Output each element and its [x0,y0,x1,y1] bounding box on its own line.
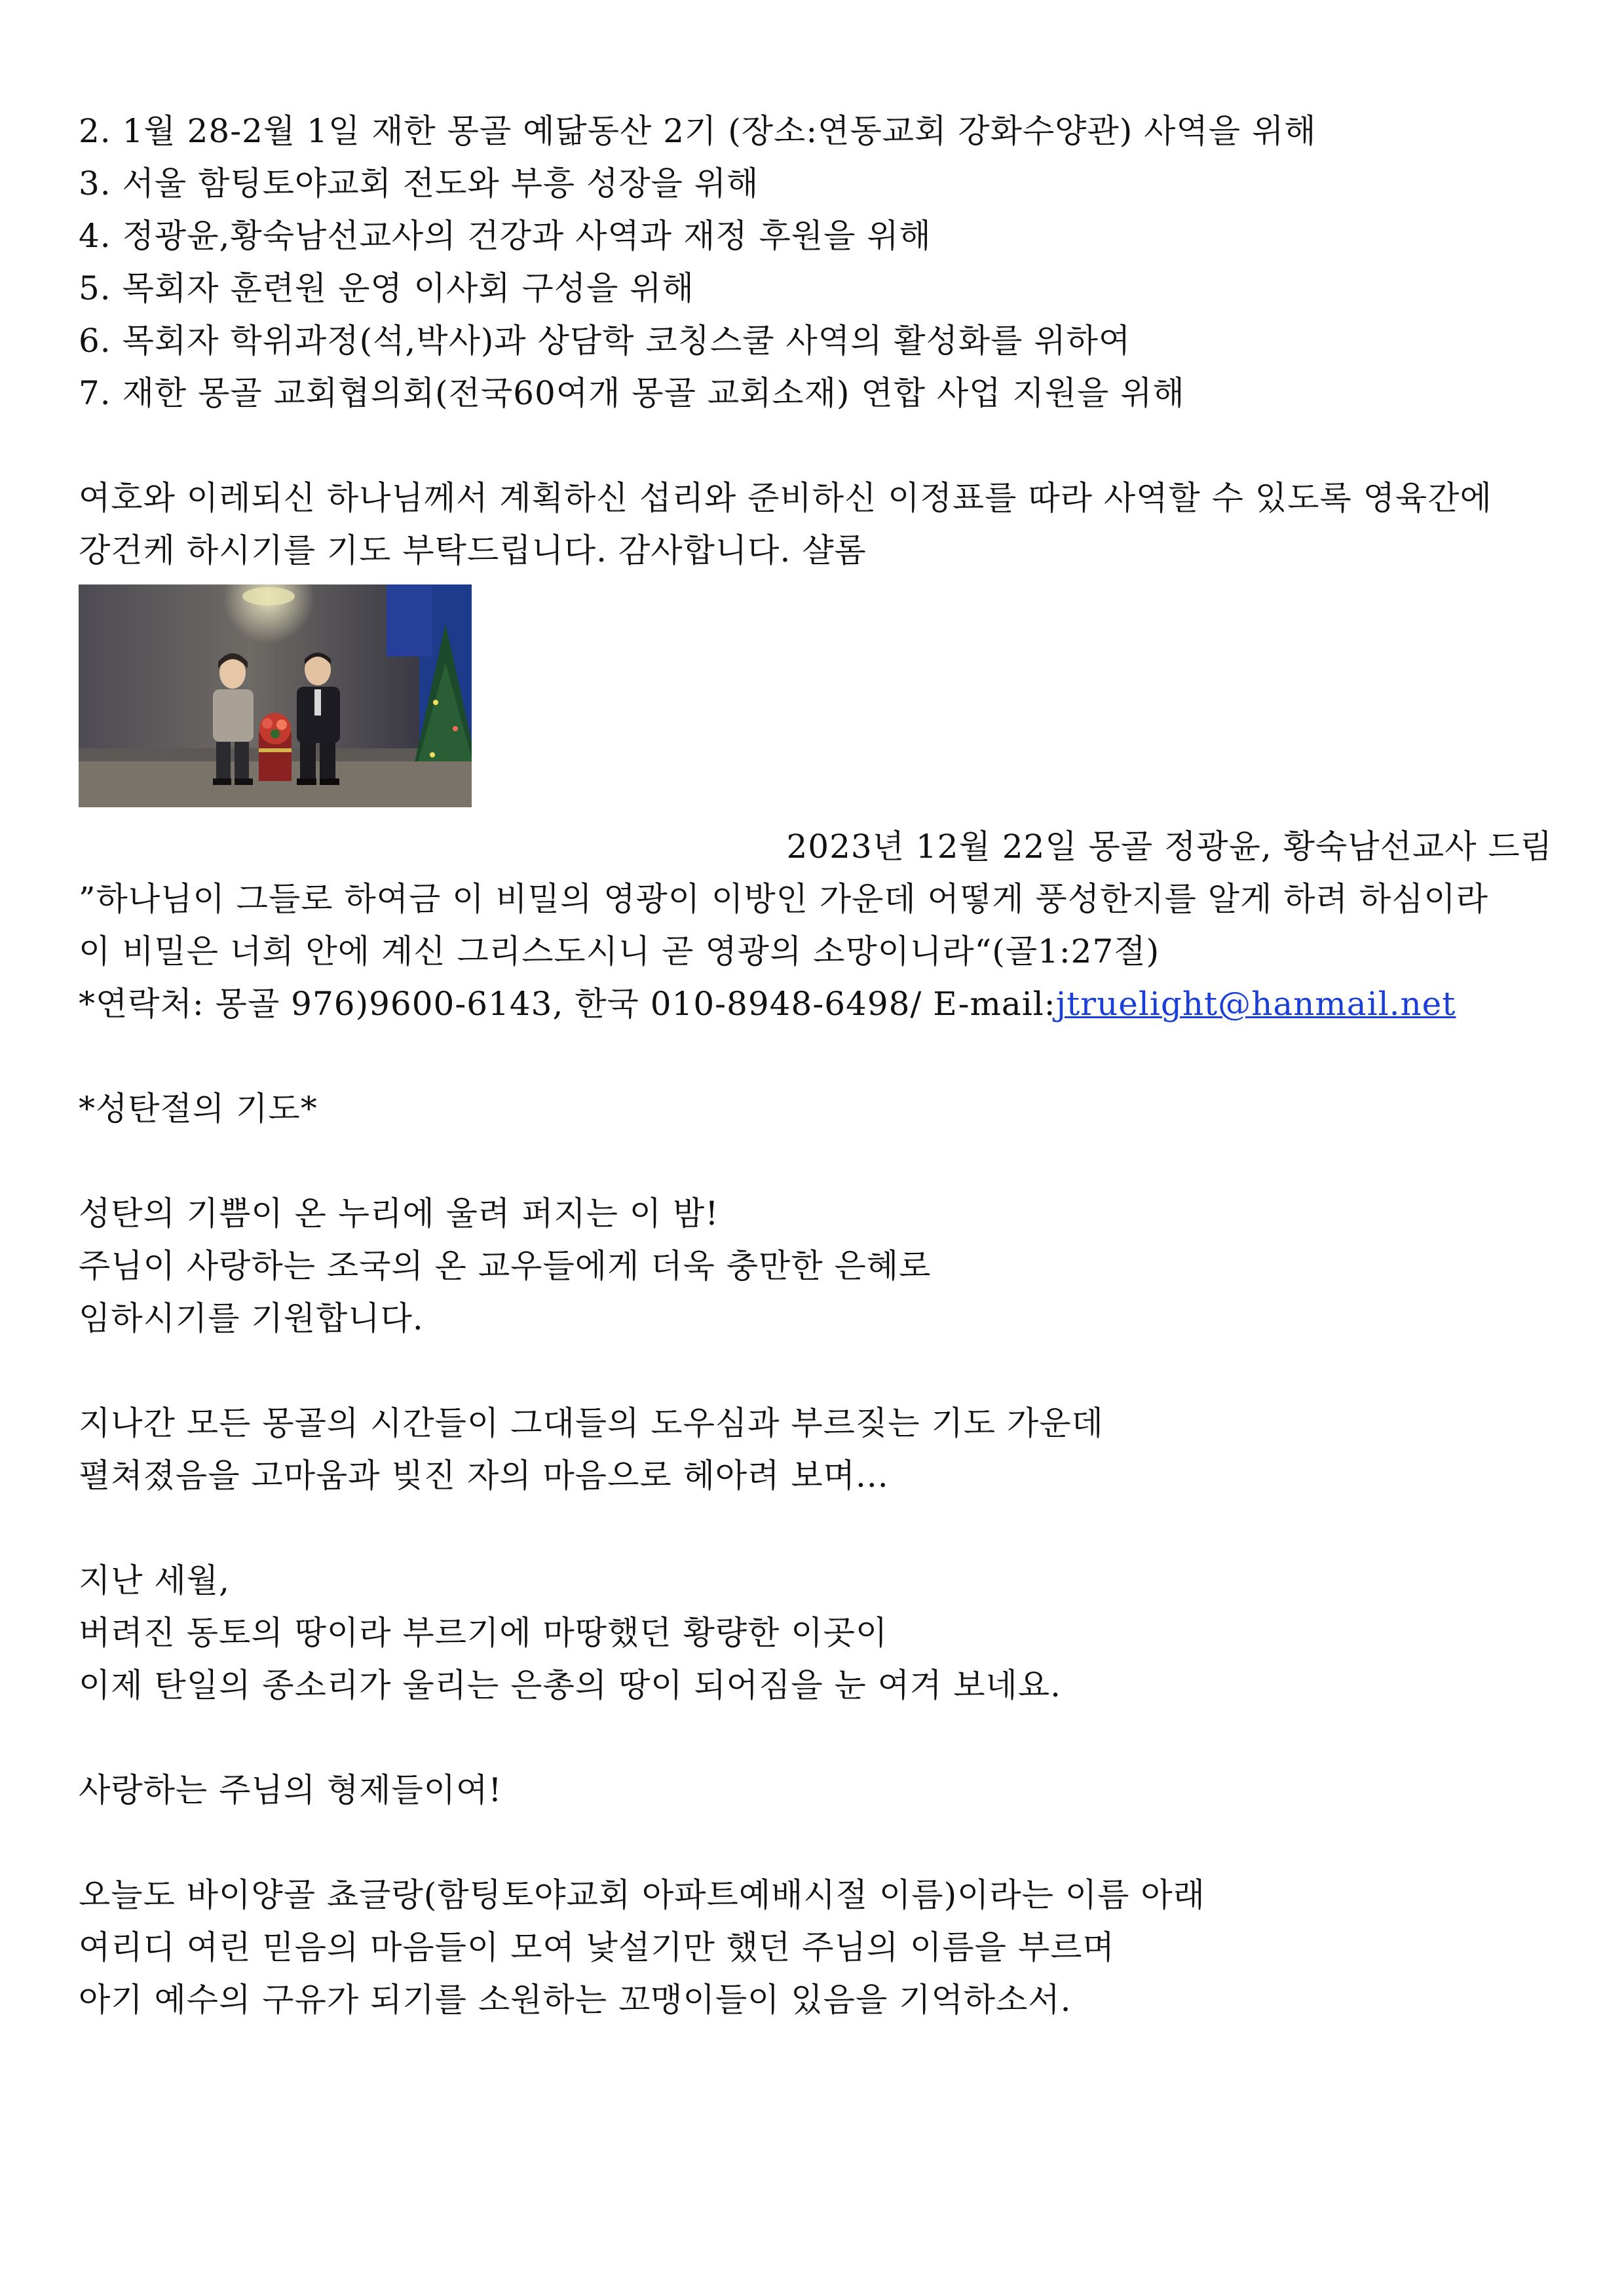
poem-line: 버려진 동토의 땅이라 부르기에 마땅했던 황량한 이곳이 [79,1614,888,1652]
document-content [79,105,1553,2026]
poem-stanza-1 [79,1187,1553,1345]
poem-line: 지난 세월, [79,1561,230,1599]
prayer-item: 3. 서울 함팅토야교회 전도와 부흥 성장을 위해 [79,164,759,202]
prayer-item: 4. 정광윤,황숙남선교사의 건강과 사역과 재정 후원을 위해 [79,217,932,255]
missionary-photo [79,584,472,807]
prayer-item: 5. 목회자 훈련원 운영 이사회 구성을 위해 [79,269,694,307]
contact-prefix: *연락처: 몽골 976)9600-6143, 한국 010-8948-6498/ E-mail: [79,985,1056,1023]
poem-stanza-4 [79,1764,1553,1816]
scripture-verse [79,873,1553,978]
prayer-list [79,105,1553,419]
poem-line: 펼쳐졌음을 고마움과 빚진 자의 마음으로 헤아려 보며... [79,1457,889,1495]
poem-stanza-5 [79,1869,1553,2026]
poem-line: 지나간 모든 몽골의 시간들이 그대들의 도우심과 부르짖는 기도 가운데 [79,1404,1104,1442]
poem-line: 성탄의 기쁨이 온 누리에 울려 퍼지는 이 밤! [79,1195,719,1233]
poem-line: 아기 예수의 구유가 되기를 소원하는 꼬맹이들이 있음을 기억하소서. [79,1981,1072,2019]
prayer-item: 6. 목회자 학위과정(석,박사)과 상담학 코칭스쿨 사역의 활성화를 위하여 [79,322,1131,360]
email-link[interactable]: jtruelight@hanmail.net [1055,985,1456,1023]
poem-line: 이제 탄일의 종소리가 울리는 은총의 땅이 되어짐을 눈 여겨 보네요. [79,1666,1062,1704]
poem-title: *성탄절의 기도* [79,1090,318,1128]
photo-image [79,584,472,807]
verse-line: ”하나님이 그들로 하여금 이 비밀의 영광이 이방인 가운데 어떻게 풍성한지를 알게 하려 하심이라 [79,880,1488,918]
poem-line: 사랑하는 주님의 형제들이여! [79,1771,502,1809]
contact-line [79,978,1553,1030]
poem-line: 임하시기를 기원합니다. [79,1299,424,1337]
closing-line: 강건케 하시기를 기도 부탁드립니다. 감사합니다. 샬롬 [79,531,867,569]
closing-paragraph [79,472,1553,577]
poem-stanza-3 [79,1554,1553,1712]
poem-line: 주님이 사랑하는 조국의 온 교우들에게 더욱 충만한 은혜로 [79,1247,932,1285]
signature-line: 2023년 12월 22일 몽골 정광윤, 황숙남선교사 드림 [786,828,1553,866]
poem-line: 오늘도 바이양골 쵸글랑(함팅토야교회 아파트예배시절 이름)이라는 이름 아래 [79,1876,1205,1914]
verse-line: 이 비밀은 너희 안에 계신 그리스도시니 곧 영광의 소망이니라“(골1:27절) [79,932,1160,970]
poem-stanza-2 [79,1397,1553,1502]
closing-line: 여호와 이레되신 하나님께서 계획하신 섭리와 준비하신 이정표를 따라 사역할 수 있도록 영육간에 [79,479,1492,517]
poem-line: 여리디 여린 믿음의 마음들이 모여 낯설기만 했던 주님의 이름을 부르며 [79,1928,1115,1966]
prayer-item: 7. 재한 몽골 교회협의회(전국60여개 몽골 교회소재) 연합 사업 지원을 위해 [79,374,1185,412]
prayer-item: 2. 1월 28-2월 1일 재한 몽골 예닮동산 2기 (장소:연동교회 강화수양관) 사역을 위해 [79,112,1317,150]
